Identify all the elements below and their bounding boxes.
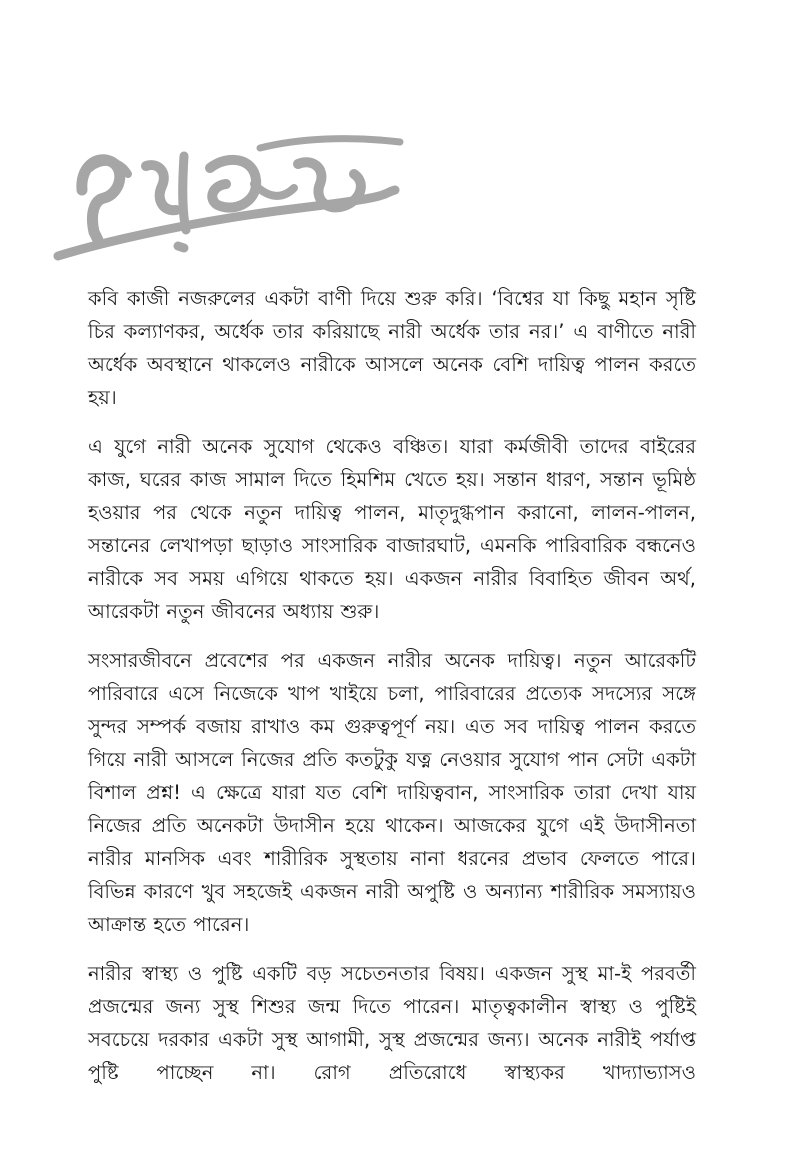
calligraphy-letter-1-hook: [90, 162, 128, 174]
calligraphy-letter-2-stem: [183, 156, 186, 230]
preface-body: [88, 282, 696, 1105]
calligraphy-dot: [178, 246, 184, 248]
paragraph-1: কবি কাজী নজরুলের একটা বাণী দিয়ে শুরু করি। ‘বিশ্বের যা কিছু মহান সৃষ্টি চির কল্যাণকর, অর্ধেক তার করিয়াছে নারী অর্ধেক তার নর।’ এ বাণীতে নারী অর্ধেক অবস্থানে থাকলেও নারীকে আসলে অনেক বেশি দায়িত্ব পালন করতে হয়।: [88, 287, 696, 409]
calligraphy-letter-2: [146, 165, 176, 210]
paragraph-4: নারীর স্বাস্থ্য ও পুষ্টি একটি বড় সচেতনতার বিষয়। একজন সুস্থ মা-ই পরবর্তী প্রজন্মের জন্য সুস্থ শিশুর জন্ম দিতে পারেন। মাতৃত্বকালীন স্বাস্থ্য ও পুষ্টিই সবচেয়ে দরকার একটা সুস্থ আগামী, সুস্থ প্রজন্মের জন্য। অনেক নারীই পর্যাপ্ত পুষ্টি পাচ্ছেন না। রোগ প্রতিরোধে স্বাস্থ্যকর খাদ্যাভ্যাসও: [88, 962, 696, 1084]
calligraphy-strokes: [58, 139, 400, 256]
calligraphy-letter-3: [210, 160, 256, 208]
paragraph-3: সংসারজীবনে প্রবেশের পর একজন নারীর অনেক দায়িত্ব। নতুন আরেকটি পারিবারে এসে নিজেকে খাপ খাইয়ে চলা, পারিবারের প্রত্যেক সদস্যের সঙ্গে সুন্দর সম্পর্ক বজায় রাখাও কম গুরুত্বপূর্ণ নয়। এত সব দায়িত্ব পালন করতে গিয়ে নারী আসলে নিজের প্রতি কতটুকু যত্ন নেওয়ার সুযোগ পান সেটা একটা বিশাল প্রশ্ন! এ ক্ষেত্রে যারা যত বেশি দায়িত্ববান, সাংসারিক তারা দেখা যায় নিজের প্রতি অনেকটা উদাসীন হয়ে থাকেন। আজকের যুগে এই উদাসীনতা নারীর মানসিক এবং শারীরিক সুস্থতায় নানা ধরনের প্রভাব ফেলতে পারে। বিভিন্ন কারণে খুব সহজেই একজন নারী অপুষ্টি ও অন্যান্য শারীরিক সমস্যায়ও আক্রান্ত হতে পারেন।: [88, 649, 696, 936]
chapter-title-calligraphy: [50, 128, 410, 268]
calligraphy-letter-3-tail: [254, 184, 294, 196]
calligraphy-top-flourish: [260, 139, 400, 148]
calligraphy-letter-1: [82, 160, 120, 240]
paragraph-2: এ যুগে নারী অনেক সুযোগ থেকেও বঞ্চিত। যারা কর্মজীবী তাদের বাইরের কাজ, ঘরের কাজ সামাল দিতে হিমশিম খেতে হয়। সন্তান ধারণ, সন্তান ভূমিষ্ঠ হওয়ার পর থেকে নতুন দায়িত্ব পালন, মাতৃদুগ্ধপান করানো, লালন-পালন, সন্তানের লেখাপড়া ছাড়াও সাংসারিক বাজারঘাট, এমনকি পারিবারিক বন্ধনেও নারীকে সব সময় এগিয়ে থাকতে হয়। একজন নারীর বিবাহিত জীবন অর্থ, আরেকটা নতুন জীবনের অধ্যায় শুরু।: [88, 435, 696, 623]
